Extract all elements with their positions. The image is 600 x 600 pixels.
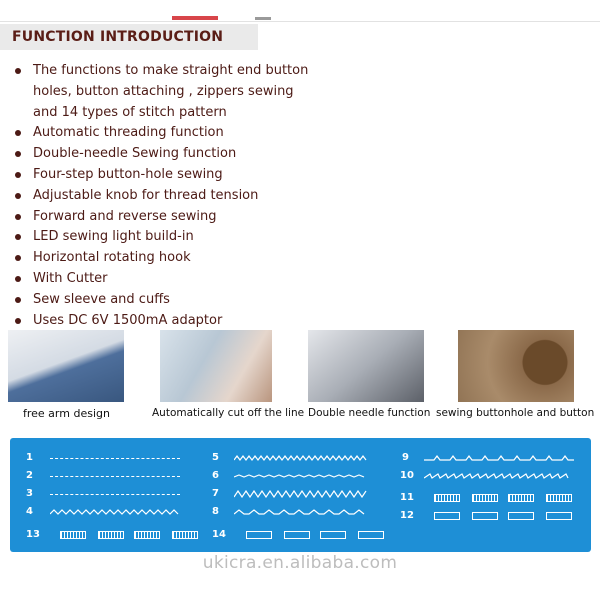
top-decoration (0, 0, 600, 22)
feature-item: Automatic threading function (13, 123, 313, 144)
stitch-zigzag (234, 490, 369, 498)
stitch-buttonhole (172, 531, 198, 539)
stitch-number: 1 (26, 452, 33, 463)
feature-item: Uses DC 6V 1500mA adaptor (13, 311, 313, 332)
stitch-buttonhole (358, 531, 384, 539)
stitch-buttonhole (98, 531, 124, 539)
stitch-number: 8 (212, 506, 219, 517)
stitch-number: 4 (26, 506, 33, 517)
top-accent-gray (255, 17, 271, 20)
stitch-buttonhole (434, 494, 460, 502)
stitch-number: 14 (212, 529, 226, 540)
stitch-buttonhole (284, 531, 310, 539)
stitch-buttonhole (472, 512, 498, 520)
stitch-buttonhole (434, 512, 460, 520)
feature-item: Double-needle Sewing function (13, 144, 313, 165)
feature-item: Sew sleeve and cuffs (13, 290, 313, 311)
section-title: FUNCTION INTRODUCTION (0, 24, 258, 50)
stitch-buttonhole (508, 494, 534, 502)
photo-double-needle (308, 330, 424, 402)
stitch-buttonhole (60, 531, 86, 539)
photo-cutter (160, 330, 272, 402)
watermark: ukicra.en.alibaba.com (202, 553, 398, 573)
stitch-zigzag (234, 472, 369, 480)
stitch-zigzag (234, 454, 369, 462)
stitch-zigzag-small (50, 508, 180, 516)
stitch-overlock (424, 472, 574, 480)
top-divider (0, 21, 600, 22)
stitch-buttonhole (320, 531, 346, 539)
feature-list (13, 61, 313, 331)
photo-free-arm (8, 330, 124, 402)
stitch-number: 13 (26, 529, 40, 540)
stitch-number: 6 (212, 470, 219, 481)
stitch-blind (424, 454, 574, 462)
feature-item: The functions to make straight end button holes, button attaching , zippers sewing and 14 types of stitch pattern (13, 61, 313, 123)
stitch-buttonhole (472, 494, 498, 502)
stitch-number: 5 (212, 452, 219, 463)
stitch-buttonhole (546, 494, 572, 502)
stitch-straight (50, 476, 180, 477)
stitch-number: 9 (402, 452, 409, 463)
feature-item: Four-step button-hole sewing (13, 165, 313, 186)
feature-item: Horizontal rotating hook (13, 248, 313, 269)
stitch-straight (50, 458, 180, 459)
stitch-buttonhole (246, 531, 272, 539)
photo-caption: Automatically cut off the line (152, 407, 305, 419)
stitch-number: 12 (400, 510, 414, 521)
stitch-number: 3 (26, 488, 33, 499)
photo-buttonhole (458, 330, 574, 402)
stitch-pattern-panel (10, 438, 591, 552)
feature-item: Forward and reverse sewing (13, 207, 313, 228)
feature-item: Adjustable knob for thread tension (13, 186, 313, 207)
stitch-buttonhole (546, 512, 572, 520)
stitch-number: 7 (212, 488, 219, 499)
stitch-number: 10 (400, 470, 414, 481)
photo-caption: Double needle function (308, 407, 431, 419)
stitch-buttonhole (508, 512, 534, 520)
feature-item: LED sewing light build-in (13, 227, 313, 248)
stitch-buttonhole (134, 531, 160, 539)
photo-caption: sewing buttonhole and button (436, 407, 595, 419)
top-accent-red (172, 16, 218, 20)
stitch-number: 11 (400, 492, 414, 503)
photo-caption: free arm design (23, 407, 110, 420)
stitch-arrow (234, 508, 369, 516)
stitch-number: 2 (26, 470, 33, 481)
stitch-straight (50, 494, 180, 495)
feature-item: With Cutter (13, 269, 313, 290)
